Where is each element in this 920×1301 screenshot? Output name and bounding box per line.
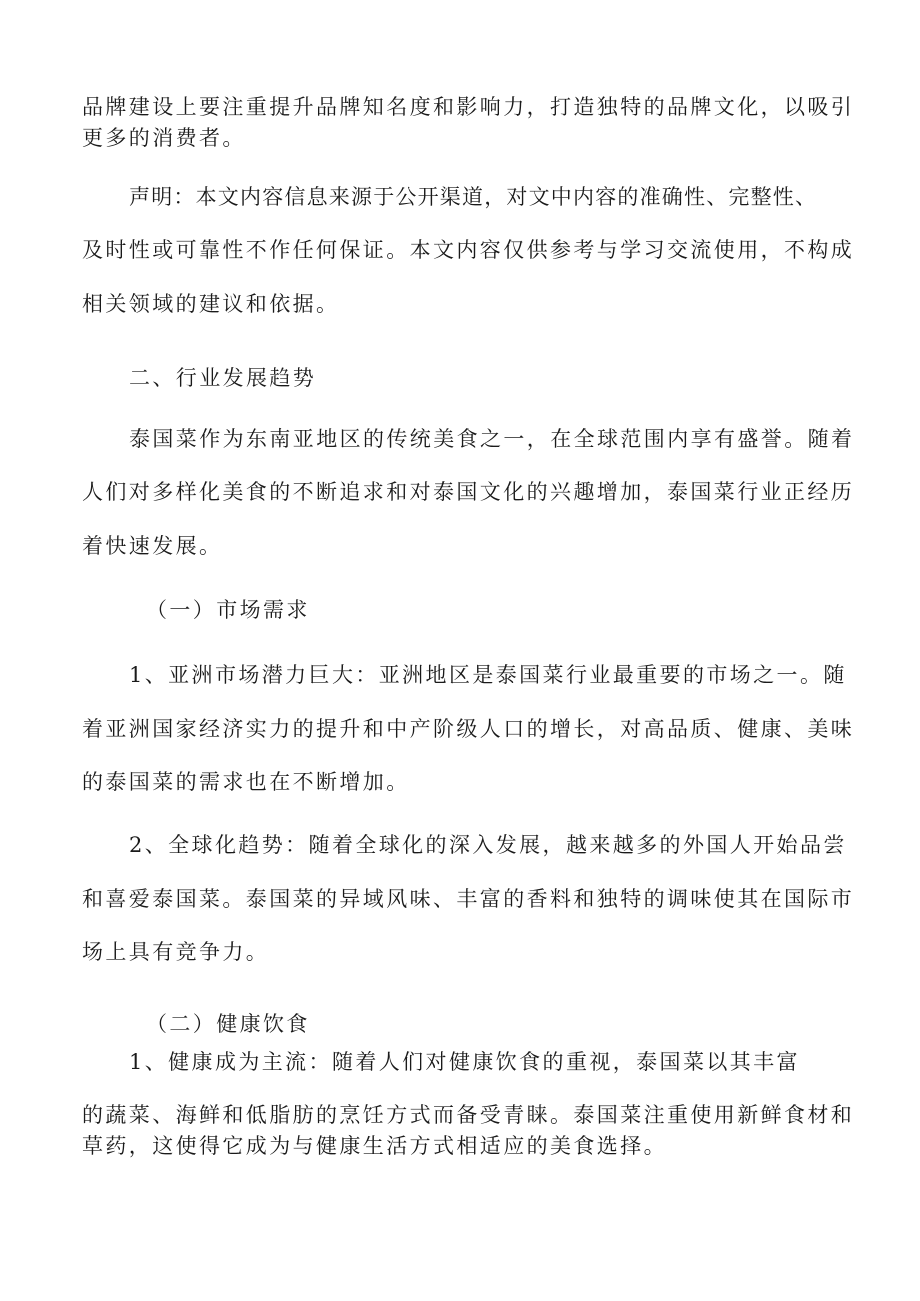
list-item-line: 2、全球化趋势：随着全球化的深入发展，越来越多的外国人开始品尝 <box>129 833 847 857</box>
subsection-heading: （一）市场需求 <box>146 598 310 622</box>
disclaimer-line: 相关领域的建议和依据。 <box>82 292 340 316</box>
paragraph-line: 更多的消费者。 <box>82 126 246 150</box>
list-item-line: 的泰国菜的需求也在不断增加。 <box>82 770 410 794</box>
paragraph-line: 着快速发展。 <box>82 534 223 558</box>
list-item-line: 草药，这使得它成为与健康生活方式相适应的美食选择。 <box>82 1134 667 1158</box>
list-item-line: 1、健康成为主流：随着人们对健康饮食的重视，泰国菜以其丰富 <box>129 1050 800 1074</box>
disclaimer-line: 声明：本文内容信息来源于公开渠道，对文中内容的准确性、完整性、 <box>129 185 818 209</box>
list-item-line: 和喜爱泰国菜。泰国菜的异域风味、丰富的香料和独特的调味使其在国际市 <box>82 887 855 911</box>
paragraph-line: 泰国菜作为东南亚地区的传统美食之一，在全球范围内享有盛誉。随着 <box>129 427 855 451</box>
paragraph-line: 品牌建设上要注重提升品牌知名度和影响力，打造独特的品牌文化，以吸引 <box>82 95 855 119</box>
subsection-heading: （二）健康饮食 <box>146 1012 310 1036</box>
paragraph-line: 人们对多样化美食的不断追求和对泰国文化的兴趣增加，泰国菜行业正经历 <box>82 480 855 504</box>
list-item-line: 1、亚洲市场潜力巨大：亚洲地区是泰国菜行业最重要的市场之一。随 <box>129 663 847 687</box>
section-heading: 二、行业发展趋势 <box>129 366 317 390</box>
list-item-line: 的蔬菜、海鲜和低脂肪的烹饪方式而备受青睐。泰国菜注重使用新鲜食材和 <box>82 1103 855 1127</box>
disclaimer-line: 及时性或可靠性不作任何保证。本文内容仅供参考与学习交流使用，不构成 <box>82 238 855 262</box>
list-item-line: 着亚洲国家经济实力的提升和中产阶级人口的增长，对高品质、健康、美味 <box>82 717 855 741</box>
list-item-line: 场上具有竞争力。 <box>82 940 270 964</box>
